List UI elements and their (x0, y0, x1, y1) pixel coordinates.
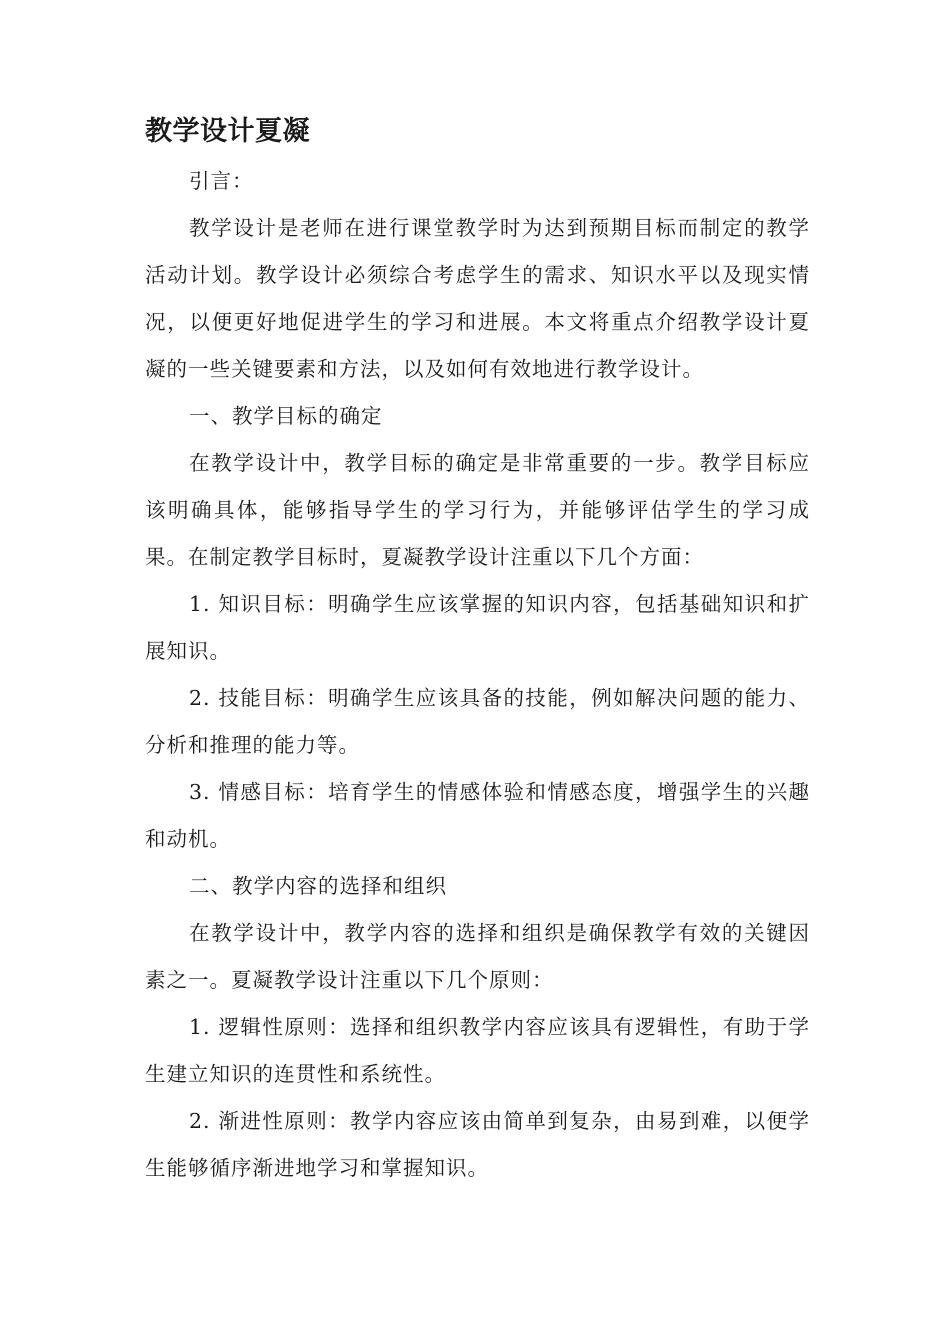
section-heading-2: 二、教学内容的选择和组织 (189, 874, 447, 898)
paragraph-section-1: 在教学设计中，教学目标的确定是非常重要的一步。教学目标应该明确具体，能够指导学生的学习行为，并能够评估学生的学习成果。在制定教学目标时，夏凝教学设计注重以下几个方面： (145, 451, 810, 569)
list-item-skill-goal: 2. 技能目标：明确学生应该具备的技能，例如解决问题的能力、分析和推理的能力等。 (145, 686, 810, 757)
paragraph-section-2: 在教学设计中，教学内容的选择和组织是确保教学有效的关键因素之一。夏凝教学设计注重以下几个原则： (145, 921, 810, 992)
paragraph-intro-heading: 引言： (189, 169, 254, 193)
list-item-knowledge-goal: 1. 知识目标：明确学生应该掌握的知识内容，包括基础知识和扩展知识。 (145, 592, 810, 663)
document-title: 教学设计夏凝 (145, 116, 310, 147)
list-item-emotion-goal: 3. 情感目标：培育学生的情感体验和情感态度，增强学生的兴趣和动机。 (145, 780, 810, 851)
section-heading-1: 一、教学目标的确定 (189, 404, 383, 428)
document-body (145, 112, 810, 1192)
list-item-logic-principle: 1. 逻辑性原则：选择和组织教学内容应该具有逻辑性，有助于学生建立知识的连贯性和系统性。 (145, 1015, 810, 1086)
paragraph-intro: 教学设计是老师在进行课堂教学时为达到预期目标而制定的教学活动计划。教学设计必须综合考虑学生的需求、知识水平以及现实情况，以便更好地促进学生的学习和进展。本文将重点介绍教学设计夏凝的一些关键要素和方法，以及如何有效地进行教学设计。 (145, 216, 810, 381)
list-item-progressive-principle: 2. 渐进性原则：教学内容应该由简单到复杂，由易到难，以便学生能够循序渐进地学习和掌握知识。 (145, 1109, 810, 1180)
